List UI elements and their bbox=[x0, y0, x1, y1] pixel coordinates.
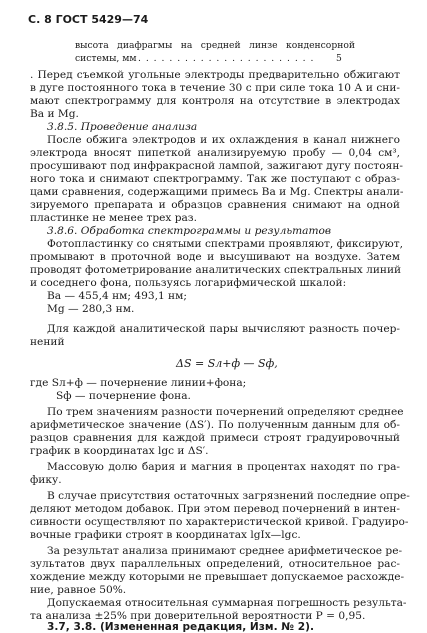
text-line: мают спектрограмму для контроля на отсутствие в электродах bbox=[30, 95, 400, 107]
section-heading-3-8-6: 3.8.6. Обработка спектрограммы и результатов bbox=[47, 225, 332, 237]
text-line: По трем значениям разности почернений определяют среднее bbox=[47, 406, 404, 418]
table-row-value: 5 bbox=[336, 53, 342, 64]
table-row-label-line1: высота диафрагмы на средней линзе конденсорной bbox=[75, 40, 355, 51]
text-line: арифметическое значение (ΔS′). По полученным данным для об- bbox=[30, 419, 400, 431]
text-line: хождение между которыми не превышает допускаемое расхожде- bbox=[30, 571, 405, 583]
text-line: та анализа ±25% при доверительной вероятности P = 0,95. bbox=[30, 610, 366, 622]
text-line: и соседнего фона, пользуясь логарифмической шкалой: bbox=[30, 277, 347, 289]
text-line: деляют методом добавок. При этом перевод почернений в интен- bbox=[30, 503, 400, 515]
text-line: электрода вносят пипеткой анализируемую пробу — 0,04 см³, bbox=[30, 147, 400, 159]
text-line: Для каждой аналитической пары вычисляют разность почер- bbox=[47, 323, 400, 335]
magnesium-lines: Mg — 280,3 нм. bbox=[47, 303, 135, 315]
formula-legend-background: Sф — почернение фона. bbox=[56, 390, 191, 402]
text-line: После обжига электродов и их охлаждения в канал нижнего bbox=[47, 134, 400, 146]
text-line: фику. bbox=[30, 474, 62, 486]
text-line: Фотопластинку со снятыми спектрами проявляют, фиксируют, bbox=[47, 238, 404, 250]
text-line: ного тока и снимают спектрограмму. Так же поступают с образ- bbox=[30, 173, 400, 185]
text-line: сивности осуществляют по характеристической кривой. Градуиро- bbox=[30, 516, 409, 528]
text-line: . Перед съемкой угольные электроды предварительно обжигают bbox=[30, 69, 400, 81]
formula-delta-s: ΔS = Sл+ф — Sф, bbox=[176, 357, 278, 370]
text-line: просушивают под инфракрасной лампой, зажигают дугу постоян- bbox=[30, 160, 403, 172]
text-line: промывают в проточной воде и высушивают на воздухе. Затем bbox=[30, 251, 400, 263]
text-line: зируемого препарата и образцов сравнения снимают на одной bbox=[30, 199, 400, 211]
text-line: За результат анализа принимают среднее арифметическое ре- bbox=[47, 545, 403, 557]
table-row-label-line2: системы, мм bbox=[75, 53, 137, 64]
text-line: Допускаемая относительная суммарная погрешность результа- bbox=[47, 597, 407, 609]
revision-note: 3.7, 3.8. (Измененная редакция, Изм. № 2). bbox=[47, 621, 314, 633]
text-line: разцов сравнения для каждой примеси строят градуировочный bbox=[30, 432, 400, 444]
formula-legend-line: где Sл+ф — почернение линии+фона; bbox=[30, 377, 247, 389]
page-header: С. 8 ГОСТ 5429—74 bbox=[28, 13, 149, 26]
text-line: график в координатах lgc и ΔS′. bbox=[30, 445, 209, 457]
text-line: Ba и Mg. bbox=[30, 108, 79, 120]
text-line: пластинке не менее трех раз. bbox=[30, 212, 197, 224]
table-row-dots: . . . . . . . . . . . . . . . . . . . . . . . bbox=[138, 53, 315, 64]
text-line: зультатов двух параллельных определений, относительное рас- bbox=[30, 558, 400, 570]
text-line: вочные графики строят в координатах lgIx—lgc. bbox=[30, 529, 301, 541]
text-line: Массовую долю бария и магния в процентах находят по гра- bbox=[47, 461, 400, 473]
text-line: В случае присутствия остаточных загрязнений последние опре- bbox=[47, 490, 410, 502]
text-line: нений bbox=[30, 336, 65, 348]
section-heading-3-8-5: 3.8.5. Проведение анализа bbox=[47, 121, 198, 133]
text-line: ние, равное 50%. bbox=[30, 584, 127, 596]
barium-lines: Ba — 455,4 нм; 493,1 нм; bbox=[47, 290, 187, 302]
text-line: цами сравнения, содержащими примесь Ba и Mg. Спектры анали- bbox=[30, 186, 404, 198]
text-line: проводят фотометрирование аналитических спектральных линий bbox=[30, 264, 402, 276]
text-line: в дуге постоянного тока в течение 30 с при силе тока 10 А и сни- bbox=[30, 82, 400, 94]
